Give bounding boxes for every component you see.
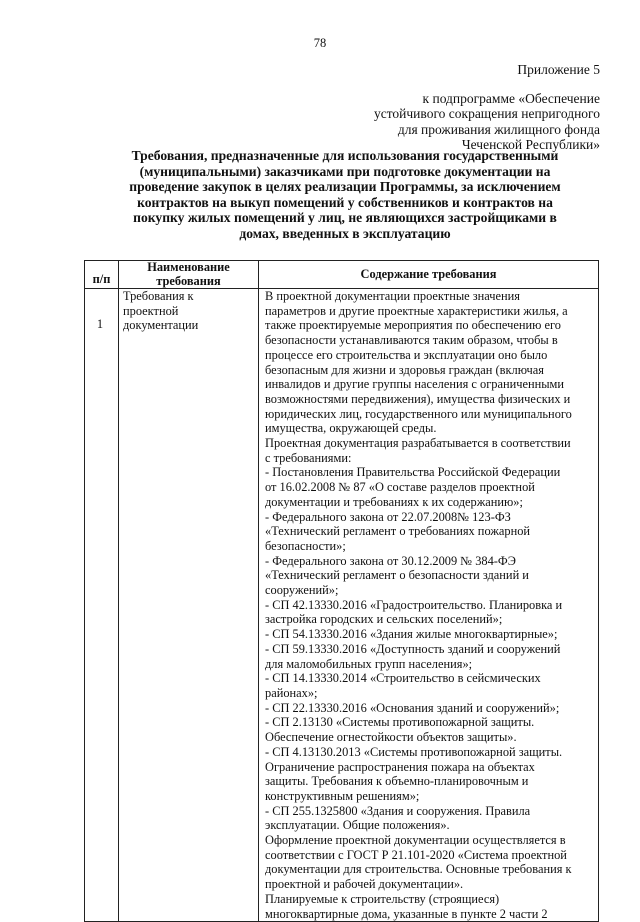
content-line: «Технический регламент о безопасности зданий и — [265, 568, 529, 583]
content-line: документации для строительства. Основные требования к — [265, 862, 572, 877]
row-name-line: проектной — [123, 303, 179, 318]
header-name-line: требования — [156, 273, 221, 288]
header-number: п/п — [85, 261, 119, 289]
content-line: безопасности»; — [265, 538, 346, 553]
content-line: проектной и рабочей документации». — [265, 877, 464, 892]
content-line: безопасным для жизни и здоровья граждан (включая — [265, 362, 544, 377]
content-line: от 16.02.2008 № 87 «О составе разделов проектной — [265, 480, 535, 495]
content-line: инвалидов и другие группы населения с ограниченными — [265, 377, 565, 392]
header-name-line: Наименование — [147, 260, 230, 274]
appendix-subtitle-line: к подпрограмме «Обеспечение — [422, 90, 600, 106]
row-name-line: Требования к — [123, 289, 194, 303]
content-line: районах»; — [265, 685, 318, 700]
table-header-row — [85, 261, 599, 289]
content-line: - СП 255.1325800 «Здания и сооружения. Правила — [265, 803, 531, 818]
row-name — [119, 289, 259, 922]
header-content: Содержание требования — [259, 261, 599, 289]
content-line: «Технический регламент о требованиях пожарной — [265, 524, 531, 539]
content-line: Проектная документация разрабатывается в соответствии — [265, 436, 571, 451]
content-line: - Постановления Правительства Российской Федерации — [265, 465, 561, 480]
content-line: - Федерального закона от 22.07.2008№ 123-ФЗ — [265, 509, 511, 524]
requirements-table — [84, 260, 599, 922]
content-line: конструктивным решениям»; — [265, 788, 420, 803]
row-number: 1 — [85, 289, 119, 922]
content-line: - СП 59.13330.2016 «Доступность зданий и сооружений — [265, 641, 561, 656]
content-line: - СП 2.13130 «Системы противопожарной защиты. — [265, 715, 535, 730]
content-line: Ограничение распространения пожара на объектах — [265, 759, 535, 774]
heading-line: покупку жилых помещений у лиц, не являющихся застройщиками в — [133, 210, 557, 226]
content-line: - СП 42.13330.2016 «Градостроительство. Планировка и — [265, 597, 563, 612]
content-line: процессе его строительства и эксплуатации оно было — [265, 347, 548, 362]
content-line: возможностями передвижения), имущества физических и — [265, 391, 571, 406]
content-line: Обеспечение огнестойкости объектов защиты». — [265, 730, 517, 745]
content-line: - СП 22.13330.2016 «Основания зданий и сооружений»; — [265, 700, 560, 715]
heading-line: (муниципальными) заказчиками при подготовке документации на — [139, 163, 551, 179]
heading-line: проведение закупок в целях реализации Программы, за исключением — [129, 179, 561, 195]
appendix-subtitle-line: Чеченской Республики» — [461, 137, 600, 152]
content-line: документации и требованиях к их содержанию»; — [265, 494, 523, 509]
content-line: для маломобильных групп населения»; — [265, 656, 473, 671]
content-line: параметров и другие проектные характеристики жилья, а — [265, 303, 568, 318]
heading-line: домах, введенных в эксплуатацию — [239, 225, 451, 241]
heading-line: Требования, предназначенные для использования государственными — [131, 148, 559, 163]
content-line: с требованиями: — [265, 450, 352, 465]
row-content — [259, 289, 599, 922]
content-line: - СП 4.13130.2013 «Системы противопожарной защиты. — [265, 744, 563, 759]
appendix-subtitle-line: устойчивого сокращения непригодного — [373, 106, 600, 121]
appendix-block — [300, 62, 600, 153]
document-heading — [80, 148, 610, 242]
content-line: Планируемые к строительству (строящиеся) — [265, 891, 500, 906]
content-line: эксплуатации. Общие положения». — [265, 818, 450, 833]
content-line: соответствии с ГОСТ Р 21.101-2020 «Система проектной — [265, 847, 567, 862]
page-number: 78 — [313, 36, 327, 50]
content-line: сооружений»; — [265, 583, 339, 598]
content-line: имущества, окружающей среды. — [265, 421, 437, 436]
content-line: безопасности устанавливаются таким образом, чтобы в — [265, 333, 558, 348]
heading-line: контрактов на выкуп помещений у собственников и контрактов на — [137, 194, 553, 210]
content-line: - СП 54.13330.2016 «Здания жилые многоквартирные»; — [265, 627, 558, 642]
content-line: защиты. Требования к объемно-планировочным и — [265, 774, 529, 789]
row-name-line: документации — [123, 318, 199, 333]
table-row — [85, 289, 599, 922]
content-line: В проектной документации проектные значения — [265, 289, 520, 303]
appendix-subtitle-line: для проживания жилищного фонда — [397, 121, 600, 137]
header-name — [119, 261, 259, 289]
content-line: - Федерального закона от 30.12.2009 № 384-ФЭ — [265, 553, 516, 568]
content-line: - СП 14.13330.2014 «Строительство в сейсмических — [265, 671, 541, 686]
content-line: застройка городских и сельских поселений»; — [265, 612, 503, 627]
content-line: также проектируемые мероприятия по обеспечению его — [265, 318, 561, 333]
appendix-title: Приложение 5 — [517, 62, 600, 77]
content-line: многоквартирные дома, указанные в пункте 2 части 2 — [265, 906, 548, 921]
content-line: Оформление проектной документации осуществляется в — [265, 833, 566, 848]
content-line: юридических лиц, государственного или муниципального — [265, 406, 572, 421]
